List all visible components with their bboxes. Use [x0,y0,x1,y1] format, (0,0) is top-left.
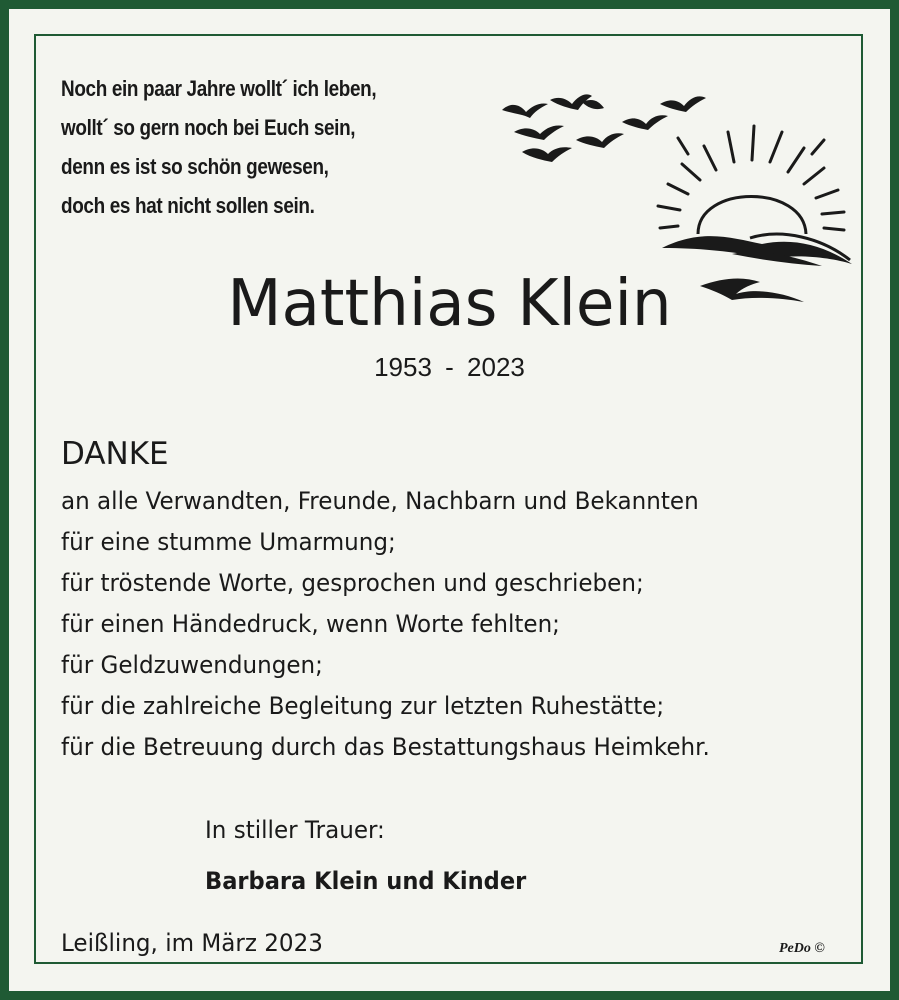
thanks-line: für eine stumme Umarmung; [61,528,396,556]
deceased-name: Matthias Klein [227,267,672,341]
thanks-line: für die zahlreiche Begleitung zur letzten Ruhestätte; [61,692,665,720]
obituary-card [9,9,890,991]
thanks-line: für Geldzuwendungen; [61,651,323,679]
place-date: Leißling, im März 2023 [61,929,323,957]
thanks-line: für tröstende Worte, gesprochen und geschrieben; [61,569,644,597]
thanks-line: für einen Händedruck, wenn Worte fehlten; [61,610,560,638]
poem-line: Noch ein paar Jahre wollt´ ich leben, [61,76,377,101]
mourning-line: In stiller Trauer: [205,816,385,844]
signer-name: Barbara Klein und Kinder [205,867,527,895]
poem-line: denn es ist so schön gewesen, [61,154,329,179]
thanks-line: für die Betreuung durch das Bestattungshaus Heimkehr. [61,733,710,761]
life-years: 1953 - 2023 [374,352,525,382]
thanks-line: an alle Verwandten, Freunde, Nachbarn und Bekannten [61,487,699,515]
thanks-list [61,481,710,768]
poem-line: wollt´ so gern noch bei Euch sein, [61,115,356,140]
poem-line: doch es hat nicht sollen sein. [61,193,315,218]
thanks-heading: DANKE [61,436,169,472]
poem [61,69,376,225]
designer-mark: PeDo © [779,941,825,956]
